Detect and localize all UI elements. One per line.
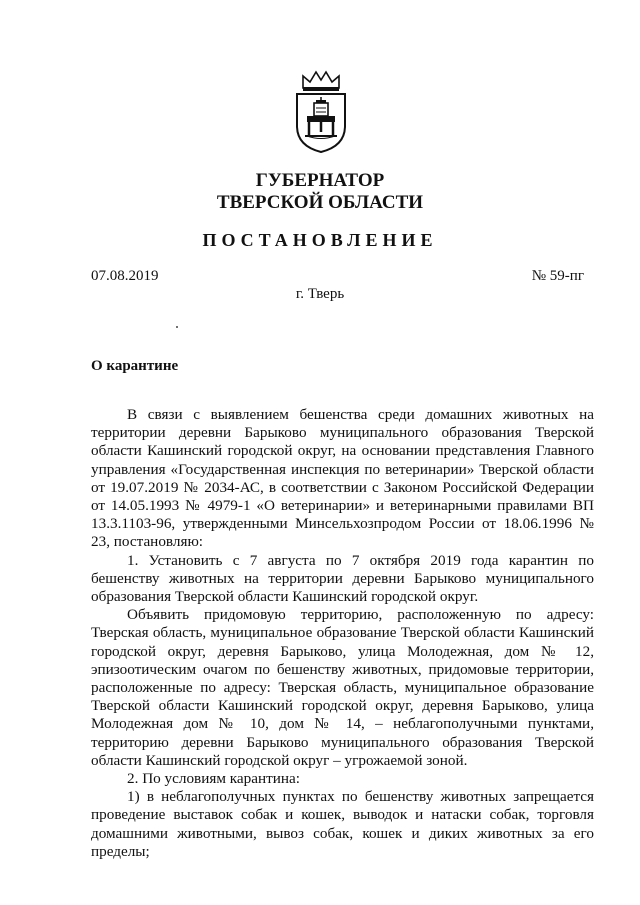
- document-date: 07.08.2019: [91, 268, 159, 284]
- paragraph-declaration: Объявить придомовую территорию, расположенную по адресу: Тверская область, муниципальное образование Тверской области Кашинский городской округ, деревня Барыково, улица Молодежная, дом № 12, эпизоотическим очагом по бешенству животных, придомовые территории, расположенные по адресу: Тверская область, муниципальное образование Тверской области Кашинский городской округ, деревня Барыково, улица Молодежная дом № 10, дом № 14, – неблагополучными пунктами, территорию деревни Барыково муниципального образования Тверской области Кашинский городской округ – угрожаемой зоной.: [91, 606, 594, 769]
- paragraph-item-1: 1. Установить с 7 августа по 7 октября 2019 года карантин по бешенству животных на территории деревни Барыково муниципального образования Тверской области Кашинский городской округ.: [91, 551, 594, 606]
- paragraph-item-2: 2. По условиям карантина:: [127, 770, 300, 788]
- document-body: [91, 406, 594, 861]
- authority-title-line2: ТВЕРСКОЙ ОБЛАСТИ: [216, 192, 424, 213]
- document-type-heading: ПОСТАНОВЛЕНИЕ: [202, 230, 438, 250]
- document-number: № 59-пг: [531, 268, 584, 284]
- coat-of-arms-emblem: [290, 68, 352, 154]
- authority-title-line1: ГУБЕРНАТОР: [255, 170, 385, 191]
- paragraph-subitem-1: 1) в неблагополучных пунктах по бешенству животных запрещается проведение выставок собак и кошек, выводок и натаски собак, торговля домашними животными, вывоз собак, кошек и диких животных за его пределы;: [91, 788, 594, 860]
- document-city: г. Тверь: [295, 286, 345, 302]
- paragraph-preamble: В связи с выявлением бешенства среди домашних животных на территории деревни Барыково муниципального образования Тверской области Кашинский городской округ, на основании представления Главного управления «Государственная инспекция по ветеринарии» Тверской области от 19.07.2019 № 2034-АС, в соответствии с Законом Российской Федерации от 14.05.1993 № 4979-1 «О ветеринарии» и ветеринарными правилами ВП 13.3.1103-96, утвержденными Минсельхозпродом России от 18.06.1996 № 23, постановляю:: [91, 406, 594, 551]
- stray-dot: [176, 326, 178, 328]
- document-subject: О карантине: [91, 358, 179, 374]
